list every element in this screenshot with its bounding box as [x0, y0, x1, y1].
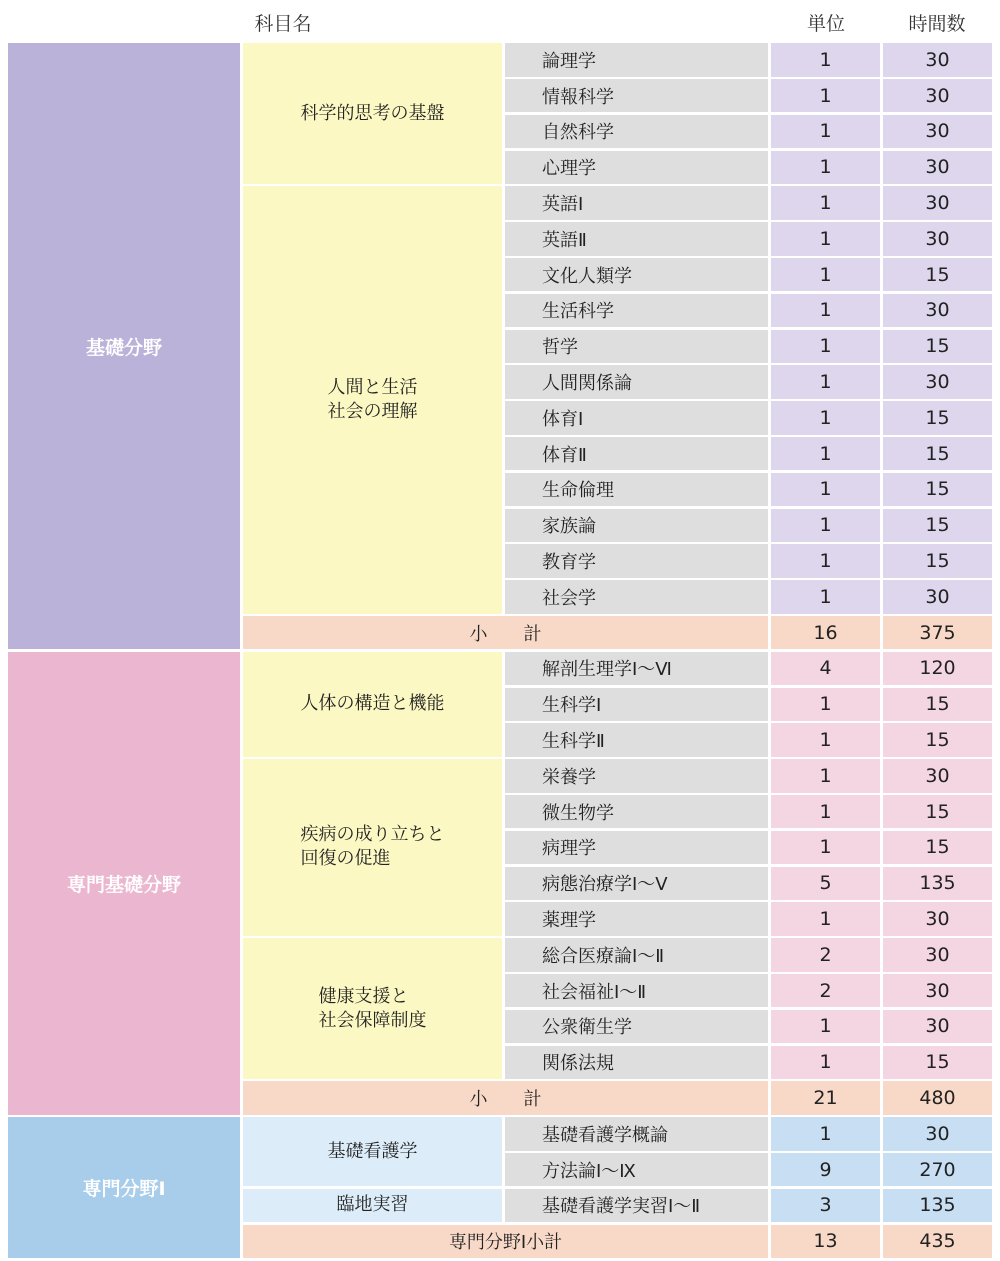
subject-name: 病態治療学Ⅰ～Ⅴ [505, 867, 768, 900]
subject-hours: 30 [883, 1117, 992, 1150]
subject-name: 文化人類学 [505, 258, 768, 291]
group-label [243, 1189, 502, 1222]
subject-name: 生命倫理 [505, 473, 768, 506]
subject-units: 1 [771, 1117, 880, 1150]
subject-name: 心理学 [505, 151, 768, 184]
subject-units: 2 [771, 974, 880, 1007]
subject-name: 基礎看護学実習Ⅰ～Ⅱ [505, 1189, 768, 1222]
subject-units: 1 [771, 473, 880, 506]
subject-hours: 30 [883, 222, 992, 255]
subject-name: 体育Ⅱ [505, 437, 768, 470]
subtotal-hours: 435 [883, 1225, 992, 1258]
group-label-text: 科学的思考の基盤 [300, 102, 445, 124]
subject-units: 5 [771, 867, 880, 900]
subject-units: 1 [771, 723, 880, 756]
subject-name: 公衆衛生学 [505, 1010, 768, 1043]
subject-name: 哲学 [505, 330, 768, 363]
section-label: 専門分野Ⅰ [8, 1117, 240, 1258]
subject-hours: 15 [883, 723, 992, 756]
subject-name: 人間関係論 [505, 365, 768, 398]
group-label [243, 938, 502, 1079]
subtotal-label [243, 1081, 768, 1114]
subject-units: 1 [771, 437, 880, 470]
subject-units: 1 [771, 902, 880, 935]
subject-name: 病理学 [505, 831, 768, 864]
subject-hours: 135 [883, 867, 992, 900]
subject-hours: 15 [883, 437, 992, 470]
subject-units: 4 [771, 652, 880, 685]
group-label-text: 人間と生活 社会の理解 [327, 376, 418, 422]
subtotal-units: 16 [771, 616, 880, 649]
group-label [243, 186, 502, 613]
subject-units: 9 [771, 1153, 880, 1186]
subject-units: 1 [771, 544, 880, 577]
group-label [243, 759, 502, 936]
subtotal-label-text: 専門分野Ⅰ小計 [448, 1232, 563, 1254]
subject-hours: 30 [883, 115, 992, 148]
subtotal-label [243, 1225, 768, 1258]
subject-hours: 30 [883, 759, 992, 792]
subject-hours: 120 [883, 652, 992, 685]
subject-units: 1 [771, 151, 880, 184]
subject-units: 1 [771, 401, 880, 434]
subtotal-hours: 375 [883, 616, 992, 649]
subject-hours: 135 [883, 1189, 992, 1222]
header-hours: 時間数 [908, 12, 966, 35]
subject-name: 社会学 [505, 580, 768, 613]
group-label-text: 臨地実習 [336, 1194, 409, 1216]
subject-name: 社会福祉Ⅰ～Ⅱ [505, 974, 768, 1007]
subject-name: 自然科学 [505, 115, 768, 148]
subject-hours: 30 [883, 79, 992, 112]
subject-hours: 15 [883, 795, 992, 828]
group-label [243, 1117, 502, 1186]
subject-hours: 15 [883, 401, 992, 434]
subject-units: 1 [771, 509, 880, 542]
subject-hours: 30 [883, 974, 992, 1007]
subject-units: 1 [771, 1010, 880, 1043]
subject-name: 家族論 [505, 509, 768, 542]
subject-name: 体育Ⅰ [505, 401, 768, 434]
subject-hours: 15 [883, 544, 992, 577]
group-label-text: 基礎看護学 [327, 1140, 418, 1162]
subtotal-hours: 480 [883, 1081, 992, 1114]
subject-hours: 15 [883, 473, 992, 506]
section-label: 専門基礎分野 [8, 652, 240, 1115]
subject-units: 1 [771, 186, 880, 219]
subject-hours: 30 [883, 938, 992, 971]
subject-units: 1 [771, 365, 880, 398]
subject-hours: 15 [883, 258, 992, 291]
subject-units: 2 [771, 938, 880, 971]
subtotal-label-text: 小 計 [469, 623, 542, 645]
subject-hours: 30 [883, 365, 992, 398]
subject-name: 薬理学 [505, 902, 768, 935]
subject-hours: 270 [883, 1153, 992, 1186]
subject-name: 論理学 [505, 43, 768, 76]
subject-units: 1 [771, 115, 880, 148]
subject-units: 1 [771, 330, 880, 363]
subject-units: 1 [771, 795, 880, 828]
subject-hours: 30 [883, 902, 992, 935]
subtotal-label-text: 小 計 [469, 1089, 542, 1111]
subject-units: 1 [771, 831, 880, 864]
subject-name: 教育学 [505, 544, 768, 577]
subject-hours: 30 [883, 580, 992, 613]
subject-hours: 30 [883, 1010, 992, 1043]
header-units: 単位 [806, 12, 845, 35]
subject-name: 生科学Ⅰ [505, 688, 768, 721]
subtotal-units: 21 [771, 1081, 880, 1114]
subject-name: 英語Ⅱ [505, 222, 768, 255]
subject-hours: 15 [883, 688, 992, 721]
subject-name: 生活科学 [505, 294, 768, 327]
subject-hours: 30 [883, 186, 992, 219]
subject-units: 1 [771, 43, 880, 76]
subject-name: 生科学Ⅱ [505, 723, 768, 756]
subject-units: 1 [771, 1046, 880, 1079]
subject-hours: 30 [883, 294, 992, 327]
subject-name: 情報科学 [505, 79, 768, 112]
group-label [243, 43, 502, 184]
subject-units: 1 [771, 79, 880, 112]
subject-units: 1 [771, 294, 880, 327]
group-label-text: 健康支援と 社会保障制度 [318, 985, 427, 1031]
section-label: 基礎分野 [8, 43, 240, 649]
subject-hours: 15 [883, 330, 992, 363]
subject-units: 1 [771, 222, 880, 255]
subject-name: 関係法規 [505, 1046, 768, 1079]
group-label-text: 人体の構造と機能 [300, 693, 445, 715]
subject-name: 英語Ⅰ [505, 186, 768, 219]
group-label [243, 652, 502, 757]
subject-hours: 15 [883, 831, 992, 864]
subject-units: 1 [771, 759, 880, 792]
group-label-text: 疾病の成り立ちと 回復の促進 [300, 824, 445, 870]
subtotal-label [243, 616, 768, 649]
subject-units: 1 [771, 688, 880, 721]
subject-units: 3 [771, 1189, 880, 1222]
subject-hours: 30 [883, 151, 992, 184]
subject-hours: 15 [883, 1046, 992, 1079]
subject-name: 総合医療論Ⅰ～Ⅱ [505, 938, 768, 971]
subject-name: 解剖生理学Ⅰ～Ⅵ [505, 652, 768, 685]
subject-hours: 30 [883, 43, 992, 76]
subject-name: 微生物学 [505, 795, 768, 828]
subtotal-units: 13 [771, 1225, 880, 1258]
subject-name: 基礎看護学概論 [505, 1117, 768, 1150]
subject-hours: 15 [883, 509, 992, 542]
header-subject-name: 科目名 [254, 12, 312, 35]
subject-name: 方法論Ⅰ～Ⅸ [505, 1153, 768, 1186]
subject-units: 1 [771, 580, 880, 613]
subject-units: 1 [771, 258, 880, 291]
subject-name: 栄養学 [505, 759, 768, 792]
